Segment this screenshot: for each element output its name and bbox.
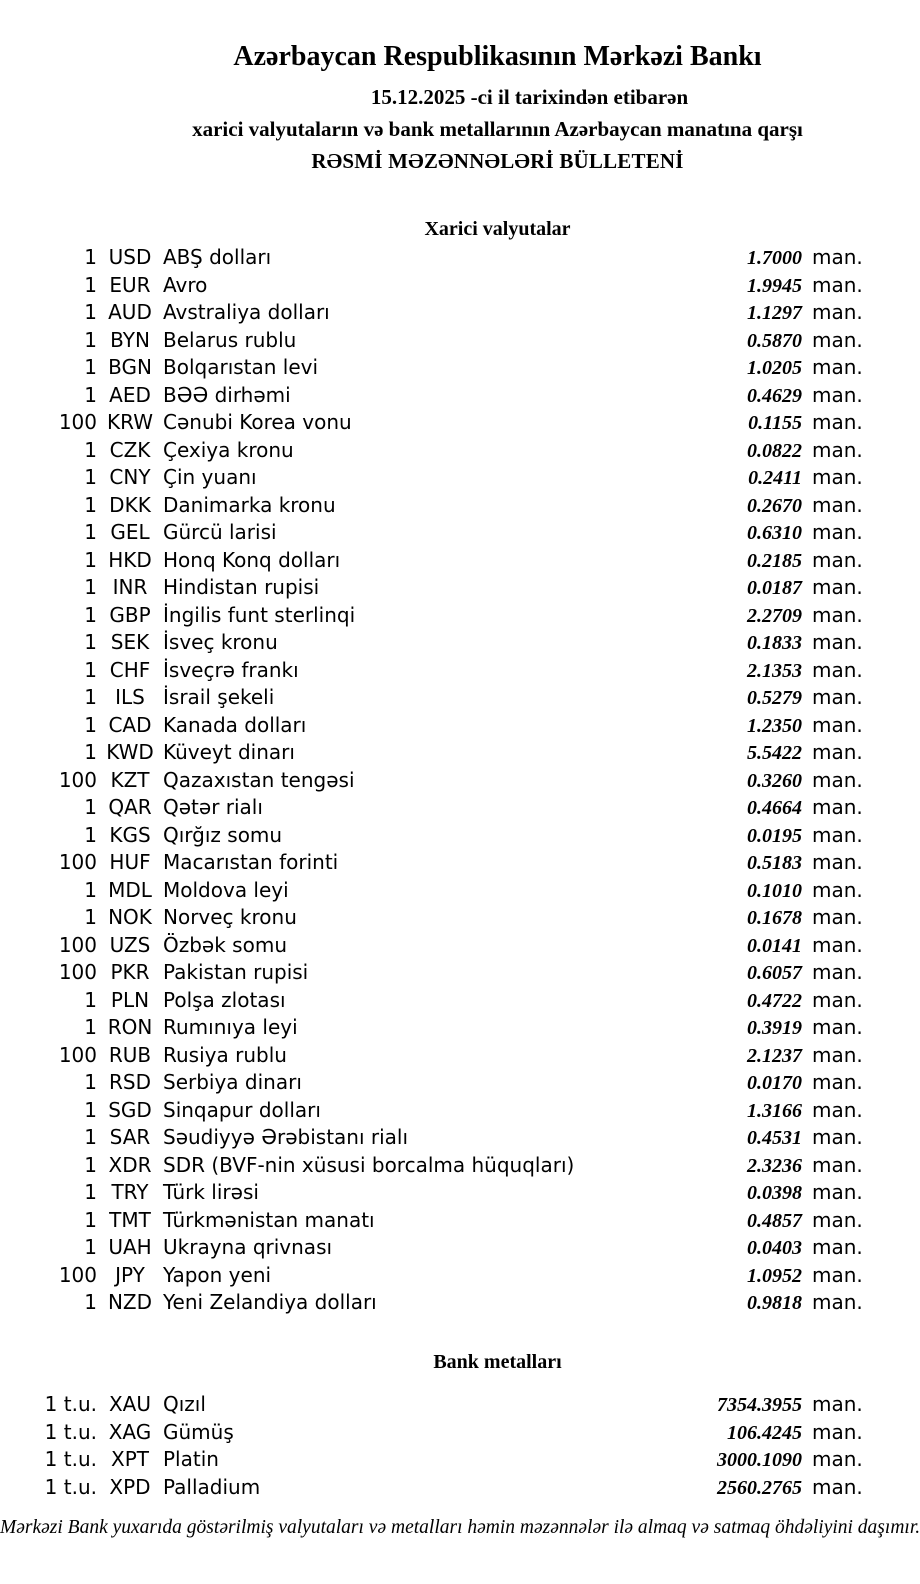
currency-code-cell: INR bbox=[112, 575, 148, 599]
currency-code-cell: QAR bbox=[108, 795, 152, 819]
rate-row bbox=[0, 794, 920, 822]
rate-row bbox=[0, 1207, 920, 1235]
unit-label-cell: man. bbox=[812, 795, 863, 819]
rate-value-cell: 0.1833 bbox=[747, 632, 802, 654]
currency-name-cell: BƏƏ dirhəmi bbox=[163, 382, 291, 407]
rate-value-cell: 0.9818 bbox=[747, 1292, 802, 1314]
currency-code-cell: UZS bbox=[109, 932, 151, 957]
quantity-cell: 1 bbox=[84, 905, 97, 929]
rate-row bbox=[0, 437, 920, 465]
rate-row bbox=[0, 1042, 920, 1070]
quantity-cell: 1 bbox=[84, 520, 97, 544]
rate-row bbox=[0, 684, 920, 712]
rate-value-cell: 0.4531 bbox=[747, 1127, 802, 1149]
currency-name-cell: Polşa zlotası bbox=[163, 987, 286, 1012]
unit-label-cell: man. bbox=[812, 1097, 863, 1122]
unit-label-cell: man. bbox=[812, 355, 863, 379]
currency-code-cell: AED bbox=[109, 382, 151, 407]
rate-row bbox=[0, 272, 920, 300]
unit-label-cell: man. bbox=[812, 575, 863, 599]
currency-name-cell: Qırğız somu bbox=[163, 822, 283, 847]
unit-label-cell: man. bbox=[812, 410, 863, 434]
rate-row bbox=[0, 1391, 920, 1419]
currency-name-cell: Çin yuanı bbox=[163, 465, 257, 489]
rate-value-cell: 1.2350 bbox=[747, 714, 802, 737]
quantity-cell: 1 bbox=[84, 355, 97, 379]
quantity-cell: 1 bbox=[84, 712, 97, 737]
rate-row bbox=[0, 382, 920, 410]
quantity-cell: 100 bbox=[58, 960, 97, 984]
unit-label-cell: man. bbox=[812, 987, 863, 1012]
rate-value-cell: 106.4245 bbox=[727, 1421, 802, 1444]
quantity-cell: 1 bbox=[84, 1290, 97, 1314]
currency-code-cell: KGS bbox=[109, 822, 151, 847]
quantity-cell: 1 t.u. bbox=[44, 1392, 97, 1416]
rate-value-cell: 0.0187 bbox=[747, 577, 802, 599]
rate-row bbox=[0, 712, 920, 740]
unit-label-cell: man. bbox=[812, 822, 863, 847]
rate-row bbox=[0, 904, 920, 932]
quantity-cell: 1 bbox=[84, 1070, 97, 1094]
currency-code-cell: NZD bbox=[107, 1290, 153, 1314]
unit-label-cell: man. bbox=[812, 1290, 863, 1314]
unit-label-cell: man. bbox=[812, 657, 863, 682]
currency-code-cell: TRY bbox=[111, 1180, 149, 1204]
rate-row bbox=[0, 492, 920, 520]
quantity-cell: 1 t.u. bbox=[44, 1474, 97, 1499]
currencies-section-title: Xarici valyutalar bbox=[424, 218, 571, 240]
currency-name-cell: Bolqarıstan levi bbox=[163, 355, 319, 379]
currency-code-cell: KRW bbox=[107, 410, 153, 434]
currency-name-cell: Cənubi Korea vonu bbox=[163, 410, 352, 434]
currency-name-cell: Rumınıya leyi bbox=[163, 1015, 298, 1039]
unit-label-cell: man. bbox=[812, 1235, 863, 1259]
quantity-cell: 1 bbox=[84, 245, 97, 269]
metals-table bbox=[0, 1391, 920, 1501]
rate-row bbox=[0, 1124, 920, 1152]
quantity-cell: 1 bbox=[84, 437, 97, 462]
unit-label-cell: man. bbox=[812, 1070, 863, 1094]
unit-label-cell: man. bbox=[812, 630, 863, 654]
rate-row bbox=[0, 849, 920, 877]
rate-value-cell: 2560.2765 bbox=[717, 1476, 802, 1499]
rate-value-cell: 2.2709 bbox=[747, 604, 802, 627]
currency-code-cell: XDR bbox=[108, 1152, 152, 1177]
currency-code-cell: SGD bbox=[108, 1097, 152, 1122]
rate-row bbox=[0, 574, 920, 602]
rate-value-cell: 3000.1090 bbox=[717, 1449, 802, 1471]
currency-name-cell: Honq Konq dolları bbox=[163, 547, 341, 572]
currency-name-cell: İngilis funt sterlinqi bbox=[163, 602, 356, 627]
rate-row bbox=[0, 244, 920, 272]
unit-label-cell: man. bbox=[812, 1262, 863, 1287]
rate-value-cell: 2.1353 bbox=[747, 659, 802, 682]
quantity-cell: 100 bbox=[58, 410, 97, 434]
quantity-cell: 1 bbox=[84, 492, 97, 517]
currency-code-cell: CZK bbox=[109, 437, 151, 462]
unit-label-cell: man. bbox=[812, 767, 863, 792]
currency-name-cell: Avro bbox=[163, 272, 208, 297]
rate-value-cell: 0.1678 bbox=[747, 907, 802, 929]
currency-code-cell: CAD bbox=[108, 712, 152, 737]
rate-row bbox=[0, 1097, 920, 1125]
quantity-cell: 1 bbox=[84, 465, 97, 489]
rate-row bbox=[0, 1179, 920, 1207]
currency-code-cell: UAH bbox=[108, 1235, 152, 1259]
currency-name-cell: Danimarka kronu bbox=[163, 492, 336, 517]
quantity-cell: 100 bbox=[58, 1262, 97, 1287]
currency-name-cell: Moldova leyi bbox=[163, 877, 289, 902]
rate-value-cell: 5.5422 bbox=[747, 742, 802, 764]
currency-code-cell: CNY bbox=[109, 465, 151, 489]
currency-code-cell: GEL bbox=[110, 520, 150, 544]
currency-name-cell: Qızıl bbox=[163, 1392, 206, 1416]
currency-code-cell: RON bbox=[107, 1015, 153, 1039]
currency-code-cell: SAR bbox=[109, 1125, 151, 1149]
currency-name-cell: Türk lirəsi bbox=[163, 1180, 259, 1204]
rate-value-cell: 1.9945 bbox=[747, 274, 802, 297]
rate-value-cell: 0.1155 bbox=[748, 412, 802, 434]
quantity-cell: 1 bbox=[84, 602, 97, 627]
quantity-cell: 1 bbox=[84, 300, 97, 324]
currencies-table bbox=[0, 244, 920, 1317]
rate-value-cell: 1.0205 bbox=[747, 357, 802, 379]
quantity-cell: 1 bbox=[84, 822, 97, 847]
currency-code-cell: KZT bbox=[110, 767, 150, 792]
currency-code-cell: RSD bbox=[109, 1070, 151, 1094]
quantity-cell: 1 bbox=[84, 1180, 97, 1204]
rate-value-cell: 1.3166 bbox=[747, 1099, 802, 1122]
currency-code-cell: KWD bbox=[106, 740, 154, 764]
currency-name-cell: Ukrayna qrivnası bbox=[163, 1235, 333, 1259]
rate-row bbox=[0, 822, 920, 850]
rate-row bbox=[0, 354, 920, 382]
currency-code-cell: HUF bbox=[109, 850, 151, 874]
quantity-cell: 1 bbox=[84, 795, 97, 819]
rate-value-cell: 0.0195 bbox=[747, 824, 802, 847]
currency-name-cell: Küveyt dinarı bbox=[163, 740, 295, 764]
currency-name-cell: Sinqapur dolları bbox=[163, 1097, 321, 1122]
unit-label-cell: man. bbox=[812, 877, 863, 902]
unit-label-cell: man. bbox=[812, 1042, 863, 1067]
rate-row bbox=[0, 1419, 920, 1447]
unit-label-cell: man. bbox=[812, 300, 863, 324]
rate-value-cell: 0.2411 bbox=[748, 467, 802, 489]
currency-name-cell: Gümüş bbox=[163, 1419, 234, 1444]
rate-row bbox=[0, 877, 920, 905]
currency-code-cell: USD bbox=[108, 245, 152, 269]
page-title: Azərbaycan Respublikasının Mərkəzi Bankı bbox=[233, 41, 762, 72]
quantity-cell: 1 bbox=[84, 575, 97, 599]
currency-name-cell: Qazaxıstan tengəsi bbox=[163, 767, 355, 792]
quantity-cell: 1 t.u. bbox=[44, 1419, 97, 1444]
unit-label-cell: man. bbox=[812, 245, 863, 269]
currency-name-cell: Özbək somu bbox=[163, 932, 287, 957]
rate-value-cell: 0.3260 bbox=[747, 769, 802, 792]
quantity-cell: 1 bbox=[84, 630, 97, 654]
unit-label-cell: man. bbox=[812, 1125, 863, 1149]
rate-value-cell: 0.5870 bbox=[747, 329, 802, 352]
rate-value-cell: 0.4664 bbox=[747, 797, 802, 819]
unit-label-cell: man. bbox=[812, 685, 863, 709]
currency-name-cell: İsveç kronu bbox=[163, 630, 278, 654]
quantity-cell: 1 bbox=[84, 987, 97, 1012]
rate-value-cell: 0.0141 bbox=[747, 934, 802, 957]
currency-code-cell: BYN bbox=[110, 327, 150, 352]
unit-label-cell: man. bbox=[812, 905, 863, 929]
rate-row bbox=[0, 739, 920, 767]
rate-row bbox=[0, 1069, 920, 1097]
quantity-cell: 1 bbox=[84, 877, 97, 902]
effective-date-line: 15.12.2025 -ci il tarixindən etibarən bbox=[370, 85, 689, 109]
quantity-cell: 1 bbox=[84, 740, 97, 764]
rate-value-cell: 1.1297 bbox=[747, 302, 802, 324]
quantity-cell: 100 bbox=[58, 850, 97, 874]
rate-row bbox=[0, 409, 920, 437]
rate-value-cell: 7354.3955 bbox=[717, 1394, 802, 1416]
currency-code-cell: MDL bbox=[108, 877, 152, 902]
unit-label-cell: man. bbox=[812, 932, 863, 957]
currency-name-cell: Yapon yeni bbox=[163, 1262, 272, 1287]
unit-label-cell: man. bbox=[812, 1474, 863, 1499]
unit-label-cell: man. bbox=[812, 850, 863, 874]
currency-name-cell: Çexiya kronu bbox=[163, 437, 294, 462]
quantity-cell: 1 bbox=[84, 1097, 97, 1122]
rate-row bbox=[0, 519, 920, 547]
rate-row bbox=[0, 1152, 920, 1180]
rate-value-cell: 0.4857 bbox=[747, 1209, 802, 1232]
quantity-cell: 1 bbox=[84, 1152, 97, 1177]
unit-label-cell: man. bbox=[812, 602, 863, 627]
currency-name-cell: Qətər rialı bbox=[163, 795, 263, 819]
rate-value-cell: 1.7000 bbox=[747, 247, 802, 269]
rate-value-cell: 0.0170 bbox=[747, 1072, 802, 1094]
currency-name-cell: İsrail şekeli bbox=[163, 685, 275, 709]
unit-label-cell: man. bbox=[812, 1447, 863, 1471]
currency-name-cell: Belarus rublu bbox=[163, 327, 297, 352]
quantity-cell: 100 bbox=[58, 932, 97, 957]
currency-code-cell: NOK bbox=[108, 905, 152, 929]
unit-label-cell: man. bbox=[812, 1207, 863, 1232]
subtitle: xarici valyutaların və bank metallarının Azərbaycan manatına qarşı bbox=[192, 117, 803, 141]
currency-code-cell: EUR bbox=[109, 272, 151, 297]
unit-label-cell: man. bbox=[812, 960, 863, 984]
unit-label-cell: man. bbox=[812, 1419, 863, 1444]
rate-row bbox=[0, 657, 920, 685]
rate-value-cell: 0.4629 bbox=[747, 384, 802, 407]
rate-value-cell: 0.4722 bbox=[747, 989, 802, 1012]
currency-code-cell: TMT bbox=[109, 1207, 151, 1232]
rate-row bbox=[0, 464, 920, 492]
rate-value-cell: 0.1010 bbox=[747, 879, 802, 902]
metals-section-title: Bank metalları bbox=[433, 1351, 562, 1373]
quantity-cell: 1 bbox=[84, 657, 97, 682]
currency-name-cell: Rusiya rublu bbox=[163, 1042, 287, 1067]
currency-code-cell: XAU bbox=[108, 1392, 152, 1416]
rate-row bbox=[0, 629, 920, 657]
quantity-cell: 1 bbox=[84, 1207, 97, 1232]
rate-value-cell: 0.2670 bbox=[747, 494, 802, 517]
rate-value-cell: 0.0403 bbox=[747, 1237, 802, 1259]
currency-name-cell: Platin bbox=[163, 1447, 219, 1471]
currency-code-cell: AUD bbox=[108, 300, 152, 324]
rate-row bbox=[0, 767, 920, 795]
rate-row bbox=[0, 327, 920, 355]
quantity-cell: 100 bbox=[58, 767, 97, 792]
currency-name-cell: Türkmənistan manatı bbox=[163, 1207, 375, 1232]
rate-value-cell: 2.1237 bbox=[747, 1044, 802, 1067]
currency-code-cell: HKD bbox=[108, 547, 152, 572]
currency-name-cell: Pakistan rupisi bbox=[163, 960, 309, 984]
currency-code-cell: ILS bbox=[115, 685, 145, 709]
currency-name-cell: Norveç kronu bbox=[163, 905, 297, 929]
rate-value-cell: 0.5279 bbox=[747, 687, 802, 709]
currency-code-cell: SEK bbox=[110, 630, 150, 654]
currency-name-cell: SDR (BVF-nin xüsusi borcalma hüquqları) bbox=[163, 1152, 575, 1177]
unit-label-cell: man. bbox=[812, 465, 863, 489]
unit-label-cell: man. bbox=[812, 740, 863, 764]
unit-label-cell: man. bbox=[812, 712, 863, 737]
currency-name-cell: Yeni Zelandiya dolları bbox=[163, 1290, 377, 1314]
unit-label-cell: man. bbox=[812, 382, 863, 407]
quantity-cell: 1 bbox=[84, 1125, 97, 1149]
rate-row bbox=[0, 1014, 920, 1042]
currency-code-cell: XAG bbox=[108, 1419, 152, 1444]
rate-row bbox=[0, 959, 920, 987]
rate-value-cell: 0.0398 bbox=[747, 1182, 802, 1204]
currency-name-cell: Macarıstan forinti bbox=[163, 850, 339, 874]
bulletin-title: RƏSMİ MƏZƏNNƏLƏRİ BÜLLETENİ bbox=[311, 149, 684, 173]
currency-name-cell: Kanada dolları bbox=[163, 712, 307, 737]
unit-label-cell: man. bbox=[812, 520, 863, 544]
currency-name-cell: Palladium bbox=[163, 1474, 261, 1499]
rate-row bbox=[0, 987, 920, 1015]
quantity-cell: 1 bbox=[84, 382, 97, 407]
quantity-cell: 1 bbox=[84, 685, 97, 709]
rate-value-cell: 0.5183 bbox=[747, 852, 802, 874]
currency-name-cell: Avstraliya dolları bbox=[163, 300, 330, 324]
unit-label-cell: man. bbox=[812, 327, 863, 352]
currency-code-cell: XPD bbox=[109, 1474, 151, 1499]
currency-name-cell: İsveçrə frankı bbox=[163, 657, 299, 682]
unit-label-cell: man. bbox=[812, 1015, 863, 1039]
currency-code-cell: JPY bbox=[115, 1262, 145, 1287]
currency-code-cell: XPT bbox=[111, 1447, 149, 1471]
rate-row bbox=[0, 1474, 920, 1502]
rate-value-cell: 0.6310 bbox=[747, 522, 802, 544]
quantity-cell: 1 bbox=[84, 327, 97, 352]
rate-row bbox=[0, 299, 920, 327]
currency-code-cell: BGN bbox=[108, 355, 152, 379]
footer-note: Mərkəzi Bank yuxarıda göstərilmiş valyutaları və metalları həmin məzənnələr ilə almaq və satmaq öhdəliyini daşımır. bbox=[0, 1517, 920, 1538]
quantity-cell: 1 bbox=[84, 1235, 97, 1259]
rate-value-cell: 0.2185 bbox=[747, 549, 802, 572]
currency-name-cell: ABŞ dolları bbox=[163, 245, 272, 269]
quantity-cell: 1 bbox=[84, 272, 97, 297]
rate-value-cell: 0.3919 bbox=[747, 1017, 802, 1039]
rate-value-cell: 0.0822 bbox=[747, 439, 802, 462]
rate-row bbox=[0, 1289, 920, 1317]
rate-value-cell: 2.3236 bbox=[747, 1154, 802, 1177]
currency-code-cell: CHF bbox=[109, 657, 151, 682]
currency-name-cell: Səudiyyə Ərəbistanı rialı bbox=[163, 1125, 409, 1149]
quantity-cell: 1 bbox=[84, 547, 97, 572]
rate-row bbox=[0, 602, 920, 630]
currency-name-cell: Hindistan rupisi bbox=[163, 575, 320, 599]
unit-label-cell: man. bbox=[812, 492, 863, 517]
unit-label-cell: man. bbox=[812, 1180, 863, 1204]
unit-label-cell: man. bbox=[812, 1152, 863, 1177]
rate-row bbox=[0, 1262, 920, 1290]
currency-name-cell: Serbiya dinarı bbox=[163, 1070, 302, 1094]
rate-value-cell: 1.0952 bbox=[747, 1264, 802, 1287]
quantity-cell: 1 t.u. bbox=[44, 1447, 97, 1471]
currency-code-cell: DKK bbox=[109, 492, 151, 517]
rate-row bbox=[0, 1234, 920, 1262]
rate-row bbox=[0, 932, 920, 960]
quantity-cell: 1 bbox=[84, 1015, 97, 1039]
currency-code-cell: PKR bbox=[110, 960, 150, 984]
unit-label-cell: man. bbox=[812, 547, 863, 572]
unit-label-cell: man. bbox=[812, 437, 863, 462]
currency-code-cell: PLN bbox=[110, 987, 150, 1012]
rate-value-cell: 0.6057 bbox=[747, 962, 802, 984]
quantity-cell: 100 bbox=[58, 1042, 97, 1067]
unit-label-cell: man. bbox=[812, 1392, 863, 1416]
currency-code-cell: RUB bbox=[108, 1042, 152, 1067]
rate-row bbox=[0, 1446, 920, 1474]
currency-code-cell: GBP bbox=[109, 602, 151, 627]
rate-row bbox=[0, 547, 920, 575]
currency-name-cell: Gürcü larisi bbox=[163, 520, 277, 544]
unit-label-cell: man. bbox=[812, 272, 863, 297]
